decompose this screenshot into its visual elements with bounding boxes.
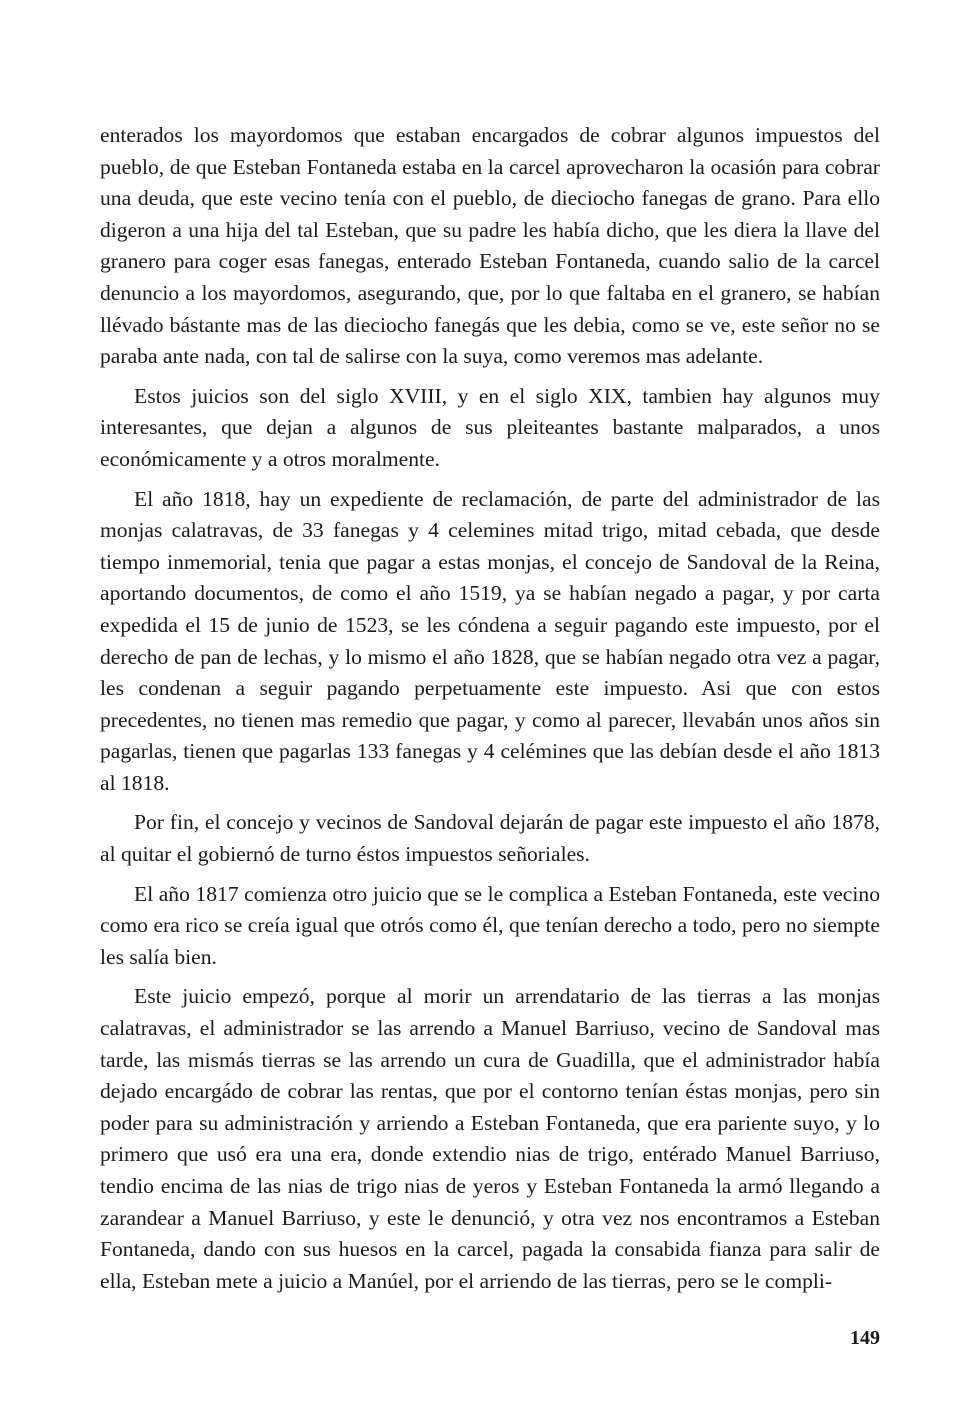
paragraph: Por fin, el concejo y vecinos de Sandoval dejarán de pagar este impuesto el año 1878, al quitar el gobiernó de turno éstos impuestos señoriales. — [100, 810, 880, 867]
paragraph: enterados los mayordomos que estaban encargados de cobrar algunos impuestos del pueblo, de que Esteban Fontaneda estaba en la carcel aprovecharon la ocasión para cobrar una deuda, que este vecino tenía con el pueblo, de dieciocho fanegas de grano. Para ello digeron a una hija del tal Esteban, que su padre les había dicho, que les diera la llave del granero para coger esas fanegas, enterado Esteban Fontaneda, cuando salio de la carcel denuncio a los mayordomos, asegurando, que, por lo que faltaba en el granero, se habían llévado bástante mas de las dieciocho fanegás que les debia, como se ve, este señor no se paraba ante nada, con tal de salirse con la suya, como veremos mas adelante. — [100, 123, 880, 369]
paragraph: El año 1818, hay un expediente de reclamación, de parte del administrador de las monjas calatravas, de 33 fanegas y 4 celemines mitad trigo, mitad cebada, que desde tiempo inmemorial, tenia que pagar a estas monjas, el concejo de Sandoval de la Reina, aportando documentos, de como el año 1519, ya se habían negado a pagar, y por carta expedida el 15 de junio de 1523, se les cóndena a seguir pagando este impuesto, por el derecho de pan de lechas, y lo mismo el año 1828, que se habían negado otra vez a pagar, les condenan a seguir pagando perpetuamente este impuesto. Asi que con estos precedentes, no tienen mas remedio que pagar, y como al parecer, llevabán unos años sin pagarlas, tienen que pagarlas 133 fanegas y 4 celémines que las debían desde el año 1813 al 1818. — [100, 486, 880, 795]
body-text — [100, 120, 880, 1305]
paragraph: Estos juicios son del siglo XVIII, y en el siglo XIX, tambien hay algunos muy interesantes, que dejan a algunos de sus pleiteantes bastante malparados, a unos económicamente y a otros moralmente. — [100, 383, 880, 471]
paragraph: El año 1817 comienza otro juicio que se le complica a Esteban Fontaneda, este vecino como era rico se creía igual que otrós como él, que tenían derecho a todo, pero no siempte les salía bien. — [100, 881, 880, 969]
paragraph: Este juicio empezó, porque al morir un arrendatario de las tierras a las monjas calatravas, el administrador se las arrendo a Manuel Barriuso, vecino de Sandoval mas tarde, las mismás tierras se las arrendo un cura de Guadilla, que el administrador había dejado encargádo de cobrar las rentas, que por el contorno tenían éstas monjas, pero sin poder para su administración y arriendo a Esteban Fontaneda, que era pariente suyo, y lo primero que usó era una era, donde extendio nias de trigo, entérado Manuel Barriuso, tendio encima de las nias de trigo nias de yeros y Esteban Fontaneda la armó llegando a zarandear a Manuel Barriuso, y este le denunció, y otra vez nos encontramos a Esteban Fontaneda, dando con sus huesos en la carcel, pagada la consabida fianza para salir de ella, Esteban mete a juicio a Manúel, por el arriendo de las tierras, pero se le compli- — [100, 984, 880, 1293]
page-number: 149 — [850, 1327, 880, 1349]
